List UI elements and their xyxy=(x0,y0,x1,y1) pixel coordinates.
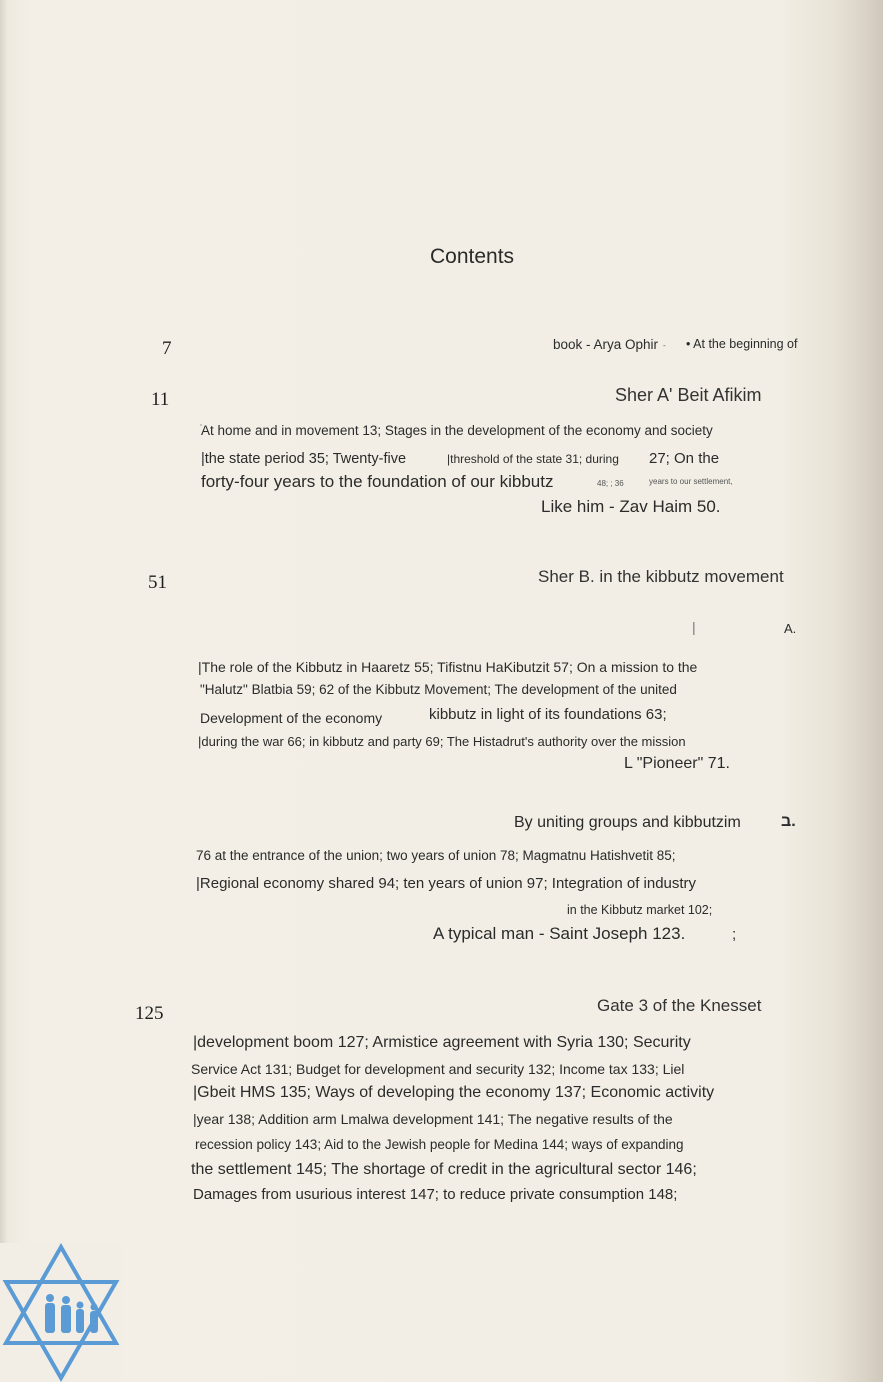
page-number-11: 11 xyxy=(151,389,170,410)
entry-3-line-4: |during the war 66; in kibbutz and party 69; The Histadrut's authority over the mission xyxy=(198,734,686,749)
entry-5-heading: Gate 3 of the Knesset xyxy=(597,996,762,1015)
entry-3-heading: Sher B. in the kibbutz movement xyxy=(538,567,784,586)
entry-3-line-4-text: during the war 66; in kibbutz and party 69; The Histadrut's authority over the mission xyxy=(201,734,686,749)
entry-4-mark: ; xyxy=(732,926,737,943)
entry-5-line-4: |year 138; Addition arm Lmalwa development 141; The negative results of the xyxy=(193,1111,673,1127)
entry-4-line-3: in the Kibbutz market 102; xyxy=(567,903,713,917)
entry-5-line-3: |Gbeit HMS 135; Ways of developing the economy 137; Economic activity xyxy=(193,1084,715,1101)
entry-5-line-3-text: Gbeit HMS 135; Ways of developing the economy 137; Economic activity xyxy=(197,1084,715,1101)
entry-2-line-3c: years to our settlement, xyxy=(649,477,733,486)
entry-3-line-1: |The role of the Kibbutz in Haaretz 55; Tifistnu HaKibutzit 57; On a mission to the xyxy=(198,659,698,675)
entry-2-line-2b-text: threshold of the state 31; during xyxy=(450,452,619,466)
entry-5-line-5: recession policy 143; Aid to the Jewish people for Medina 144; ways of expanding xyxy=(195,1137,684,1152)
entry-5-line-1: |development boom 127; Armistice agreement with Syria 130; Security xyxy=(193,1034,691,1051)
entry-3-line-3a: Development of the economy xyxy=(200,710,383,726)
entry-3-divider: | xyxy=(692,619,696,635)
entry-5-line-7: Damages from usurious interest 147; to reduce private consumption 148; xyxy=(193,1186,678,1203)
entry-1-text-right: • At the beginning of xyxy=(686,337,798,351)
entry-5-line-1-text: development boom 127; Armistice agreement with Syria 130; Security xyxy=(197,1034,691,1051)
entry-2-line-1-text: At home and in movement 13; Stages in the development of the economy and society xyxy=(201,423,713,438)
entry-2-line-3a: forty-four years to the foundation of our kibbutz xyxy=(201,472,554,491)
entry-2-heading: Sher A' Beit Afikim xyxy=(615,385,762,405)
entry-3-line-3b: kibbutz in light of its foundations 63; xyxy=(429,706,667,723)
entry-1-text-right-label: At the beginning of xyxy=(693,337,798,351)
entry-5-line-4-text: year 138; Addition arm Lmalwa development 141; The negative results of the xyxy=(196,1111,673,1127)
page-number-125: 125 xyxy=(135,1003,164,1024)
page-number-51: 51 xyxy=(148,572,167,593)
page-binding-edge xyxy=(0,0,8,1382)
entry-2-line-3b: 48; ; 36 xyxy=(597,479,624,488)
entry-1-mark: - xyxy=(663,341,666,350)
entry-2-line-2a: |the state period 35; Twenty-five xyxy=(201,451,407,467)
entry-2-line-1 xyxy=(201,424,713,438)
entry-3-line-5: L "Pioneer" 71. xyxy=(624,755,730,772)
entry-3-marker: A. xyxy=(784,621,797,636)
entry-2-line-2c: 27; On the xyxy=(649,450,720,467)
entry-2-line-2b: |threshold of the state 31; during xyxy=(447,452,619,466)
entry-4-line-2: |Regional economy shared 94; ten years of union 97; Integration of industry xyxy=(196,875,697,892)
entry-4-line-1: 76 at the entrance of the union; two years of union 78; Magmatnu Hatishvetit 85; xyxy=(196,848,676,863)
entry-4-line-4: A typical man - Saint Joseph 123. xyxy=(433,924,686,943)
entry-4-heading: By uniting groups and kibbutzim xyxy=(514,814,741,831)
entry-2-line-2a-text: the state period 35; Twenty-five xyxy=(204,451,407,467)
entry-3-line-1-text: The role of the Kibbutz in Haaretz 55; Tifistnu HaKibutzit 57; On a mission to the xyxy=(201,659,698,675)
entry-4-line-2-text: Regional economy shared 94; ten years of union 97; Integration of industry xyxy=(199,875,697,892)
entry-2-line-4: Like him - Zav Haim 50. xyxy=(541,497,721,516)
star-of-david-family-icon xyxy=(0,1243,122,1382)
page-title: Contents xyxy=(430,245,515,268)
entry-4-marker: ב. xyxy=(781,813,796,830)
entry-5-line-6: the settlement 145; The shortage of credit in the agricultural sector 146; xyxy=(191,1161,697,1178)
entry-3-line-2: "Halutz" Blatbia 59; 62 of the Kibbutz Movement; The development of the united xyxy=(200,682,677,697)
entry-1-text-left: book - Arya Ophir xyxy=(553,337,659,352)
entry-5-line-2: Service Act 131; Budget for development and security 132; Income tax 133; Liel xyxy=(191,1061,685,1077)
page-number-7: 7 xyxy=(162,338,172,359)
